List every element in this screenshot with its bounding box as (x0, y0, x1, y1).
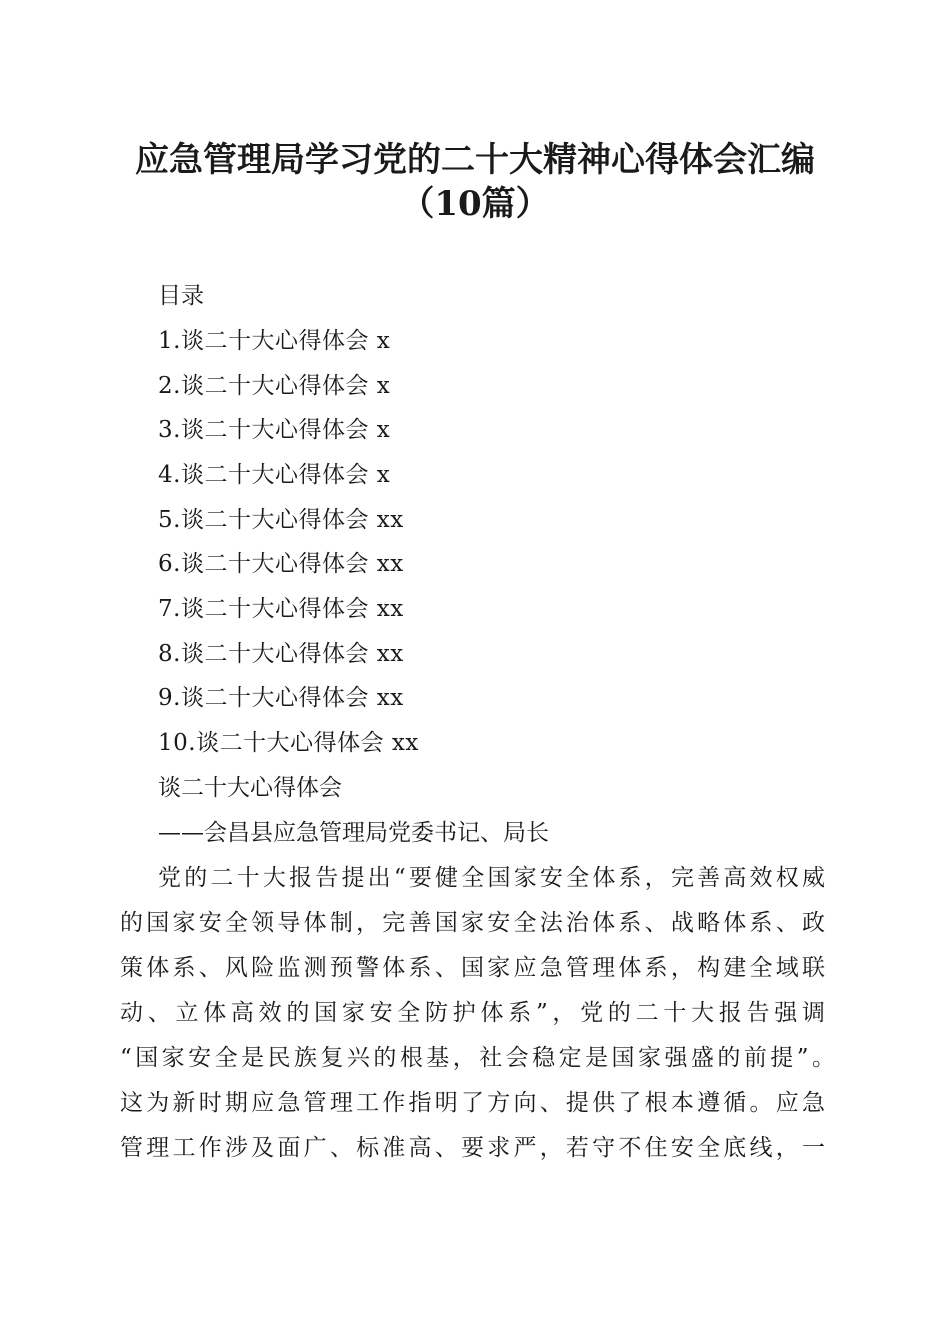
toc-item: 1.谈二十大心得体会 x (158, 328, 391, 354)
paragraph-line: 管理工作涉及面广、标准高、要求严，若守不住安全底线，一 (120, 1135, 825, 1161)
paragraph-line: 的国家安全领导体制，完善国家安全法治体系、战略体系、政 (120, 910, 825, 936)
toc-item: 3.谈二十大心得体会 x (158, 417, 391, 443)
paragraph-line: 策体系、风险监测预警体系、国家应急管理体系，构建全域联 (120, 955, 825, 981)
toc-item: 8.谈二十大心得体会 xx (158, 641, 404, 667)
toc-item: 9.谈二十大心得体会 xx (158, 685, 404, 711)
paragraph-line: 党的二十大报告提出“要健全国家安全体系，完善高效权威 (158, 865, 825, 891)
document-title: 应急管理局学习党的二十大精神心得体会汇编 (135, 140, 815, 180)
article-byline: ——会昌县应急管理局党委书记、局长 (158, 820, 549, 846)
paragraph-line: 这为新时期应急管理工作指明了方向、提供了根本遵循。应急 (120, 1090, 825, 1116)
toc-item: 10.谈二十大心得体会 xx (158, 730, 419, 756)
toc-heading: 目录 (158, 283, 204, 309)
toc-item: 5.谈二十大心得体会 xx (158, 507, 404, 533)
paragraph-line: 动、立体高效的国家安全防护体系”，党的二十大报告强调 (120, 1000, 825, 1026)
paragraph-line: “国家安全是民族复兴的根基，社会稳定是国家强盛的前提”。 (120, 1045, 835, 1071)
toc-item: 4.谈二十大心得体会 x (158, 462, 391, 488)
article-title: 谈二十大心得体会 (158, 775, 342, 801)
toc-item: 6.谈二十大心得体会 xx (158, 551, 404, 577)
document-title-count: （10篇） (400, 184, 550, 224)
toc-item: 2.谈二十大心得体会 x (158, 373, 391, 399)
toc-item: 7.谈二十大心得体会 xx (158, 596, 404, 622)
